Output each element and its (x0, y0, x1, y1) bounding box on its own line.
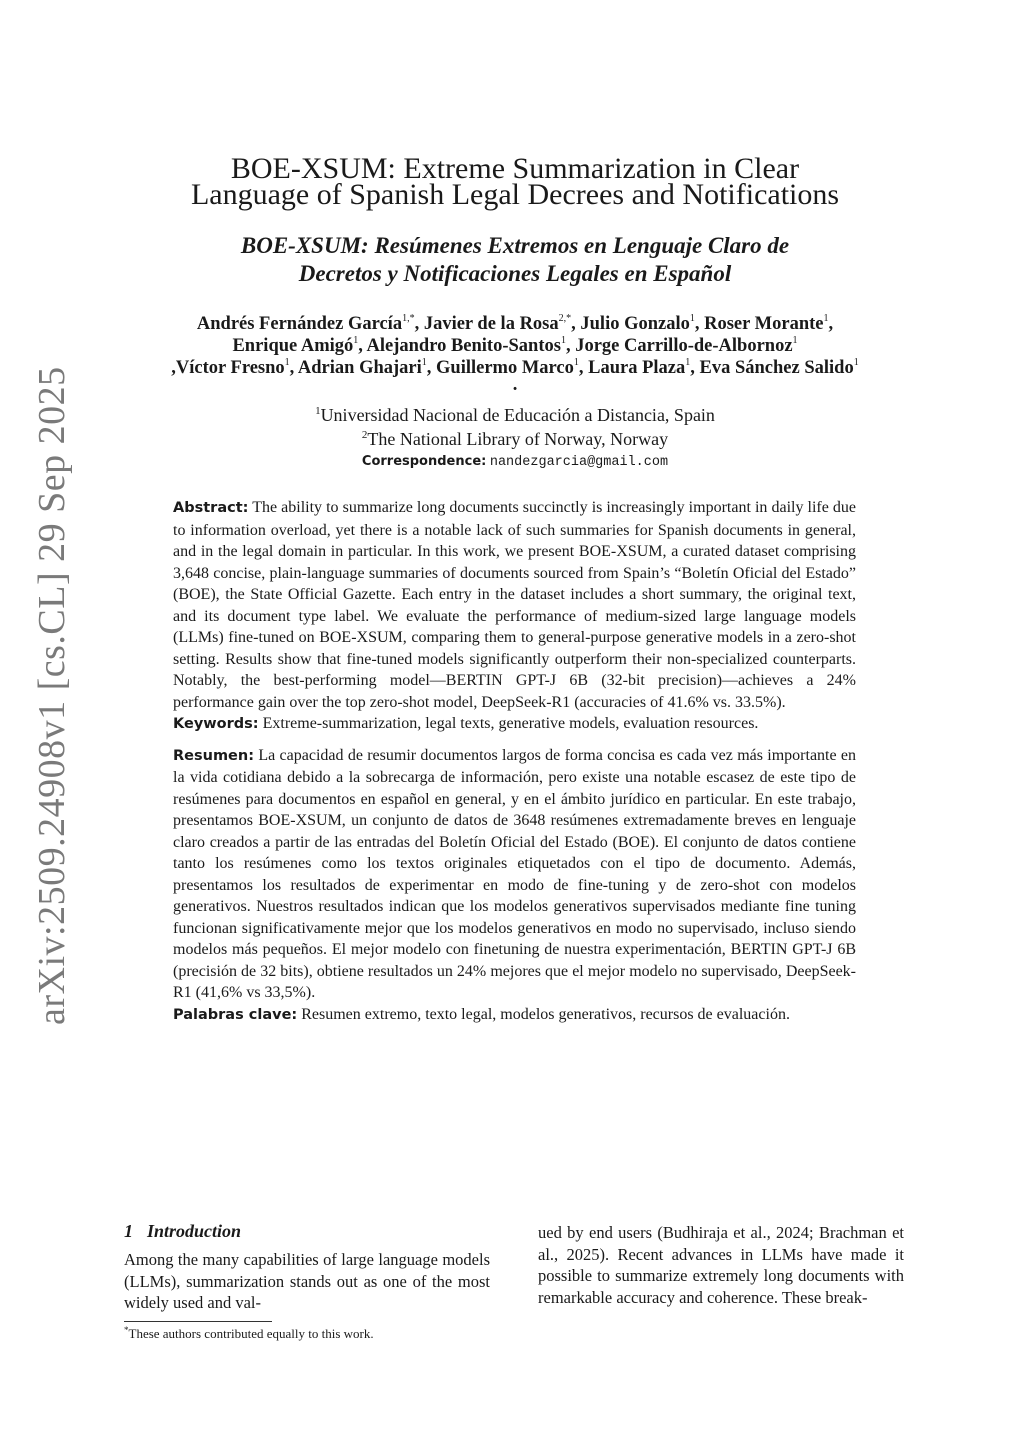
author-name: Julio Gonzalo (580, 314, 690, 334)
author-name: Laura Plaza (588, 358, 686, 378)
author-name: Roser Morante (704, 314, 824, 334)
paper-subtitle (100, 232, 930, 288)
affiliations (100, 403, 930, 474)
resumen-label: Resumen: (173, 747, 255, 764)
author-affiliation-mark: 1 (353, 335, 359, 346)
author-list (60, 313, 970, 395)
author-affiliation-mark: 1,* (402, 313, 415, 324)
palabras-clave-text: Resumen extremo, texto legal, modelos generativos, recursos de evaluación. (301, 1005, 790, 1023)
subtitle-line-1: BOE-XSUM: Resúmenes Extremos en Lenguaje Claro de (240, 233, 790, 258)
palabras-clave-label: Palabras clave: (173, 1006, 298, 1023)
intro-column-left: Among the many capabilities of large language models (LLMs), summarization stands out as one of the most widely used and val- (124, 1250, 490, 1312)
author-line-2: Enrique Amigó$^1$, Alejandro Benito-Santos$^1$, Jorge Carrillo-de-Albornoz$^1$ (232, 335, 798, 356)
author-name: Guillermo Marco (436, 358, 574, 378)
author-line-3: ,Víctor Fresno$^1$, Adrian Ghajari$^1$, Guillermo Marco$^1$, Laura Plaza$^1$, Eva Sánchez Salido$^1$ (171, 357, 859, 378)
arxiv-identifier: arXiv:2509.24908v1 [cs.CL] 29 Sep 2025 (31, 366, 73, 1025)
author-name: Andrés Fernández García (196, 314, 403, 334)
author-name: Alejandro Benito-Santos (366, 336, 561, 356)
title-line-2: Language of Spanish Legal Decrees and Notifications (190, 178, 840, 211)
author-affiliation-mark: 1 (685, 357, 691, 368)
affiliation-1: $^1$Universidad Nacional de Educación a Distancia, Spain (315, 405, 715, 425)
abstract-block (173, 497, 856, 1026)
keywords-text: Extreme-summarization, legal texts, generative models, evaluation resources. (262, 715, 759, 732)
author-name: Enrique Amigó (232, 336, 354, 356)
author-affiliation-mark: 1 (421, 357, 427, 368)
section-heading (124, 1221, 241, 1242)
title-line-1: BOE-XSUM: Extreme Summarization in Clear (230, 152, 800, 185)
author-affiliation-mark: 1 (284, 357, 290, 368)
author-name: ,Víctor Fresno (171, 358, 285, 378)
author-line-1: Andrés Fernández García$^{1,*}$, Javier de la Rosa$^{2,*}$, Julio Gonzalo$^1$, Roser Morante$^1$, (196, 313, 834, 334)
subtitle-line-2: Decretos y Notificaciones Legales en Español (298, 261, 732, 286)
author-affiliation-mark: 1 (823, 313, 829, 324)
author-affiliation-mark: 1 (792, 335, 798, 346)
correspondence-label: Correspondence: (361, 454, 487, 469)
abstract-paragraph (173, 497, 856, 713)
author-affiliation-mark: 1 (560, 335, 566, 346)
paper-title (100, 152, 930, 211)
footnote-rule (124, 1321, 272, 1322)
author-affiliation-mark: 1 (853, 357, 859, 368)
resumen-text: La capacidad de resumir documentos largos de forma concisa es cada vez más importante en la vida cotidiana debido a la sobrecarga de información, pero existe una notable escasez de este tipo de resúmenes para documentos en español en general, y en el ámbito jurídico en particular. En este trabajo, presentamos BOE-XSUM, un conjunto de datos de 3648 resúmenes extremadamente breves en lenguaje claro creados a partir de las entradas del Boletín Oficial del Estado (BOE). El conjunto de datos contiene tanto los resúmenes como los textos originales etiquetados con el tipo de documento. Además, presentamos los resultados de experimentar en modo de fine-tuning y de zero-shot con modelos generativos. Nuestros resultados indican que los modelos generativos supervisados mediante fine tuning funcionan significativamente mejor que los modelos generativos en modo no supervisado, incluso siendo modelos más pequeños. El mejor modelo con finetuning de nuestra experimentación, BERTIN GPT-J 6B (precisión de 32 bits), obtiene resultados un 24% mejores que el mejor modelo no supervisado, DeepSeek-R1 (41,6% vs 33,5%). (173, 746, 857, 1001)
section-number: 1 (124, 1221, 133, 1241)
footnote (124, 1326, 374, 1342)
keywords-paragraph (173, 713, 856, 736)
author-name: Javier de la Rosa (423, 314, 559, 334)
authors-trailing-dot: . (512, 375, 518, 395)
author-name: Jorge Carrillo-de-Albornoz (575, 336, 793, 356)
affiliation-2: $^2$The National Library of Norway, Norway (361, 429, 669, 449)
intro-column-right: ued by end users (Budhiraja et al., 2024; Brachman et al., 2025). Recent advances in LLMs have made it possible to summarize extremely long documents with remarkable accuracy and coherence. These break- (538, 1223, 904, 1307)
correspondence-email[interactable]: nandezgarcia@gmail.com (489, 455, 669, 470)
correspondence (100, 451, 930, 474)
footnote-text: These authors contributed equally to this work. (128, 1326, 374, 1341)
author-affiliation-mark: 1 (573, 357, 579, 368)
resumen-paragraph (173, 745, 856, 1004)
author-name: Adrian Ghajari (297, 358, 422, 378)
abstract-text: The ability to summarize long documents succinctly is increasingly important in daily life due to information overload, yet there is a notable lack of such summaries for Spanish documents in general, and in the legal domain in particular. In this work, we present BOE-XSUM, a curated dataset comprising 3,648 concise, plain-language summaries of documents sourced from Spain’s “Boletín Oficial del Estado” (BOE), the State Official Gazette. Each entry in the dataset includes a short summary, the original text, and its document type label. We evaluate the performance of medium-sized large language models (LLMs) fine-tuned on BOE-XSUM, comparing them to general-purpose generative models in a zero-shot setting. Results show that fine-tuned models significantly outperform their non-specialized counterparts. Notably, the best-performing model—BERTIN GPT-J 6B (32-bit precision)—achieves a 24% performance gain over the top zero-shot model, DeepSeek-R1 (accuracies of 41.6% vs. 33.5%). (173, 499, 856, 711)
palabras-clave-paragraph (173, 1004, 856, 1027)
author-affiliation-mark: 1 (689, 313, 695, 324)
author-affiliation-mark: 2,* (558, 313, 572, 324)
keywords-label: Keywords: (173, 716, 259, 732)
author-name: Eva Sánchez Salido (699, 358, 854, 378)
abstract-label: Abstract: (173, 500, 249, 516)
footnote-mark: * (124, 1325, 129, 1335)
section-title: Introduction (147, 1221, 242, 1241)
